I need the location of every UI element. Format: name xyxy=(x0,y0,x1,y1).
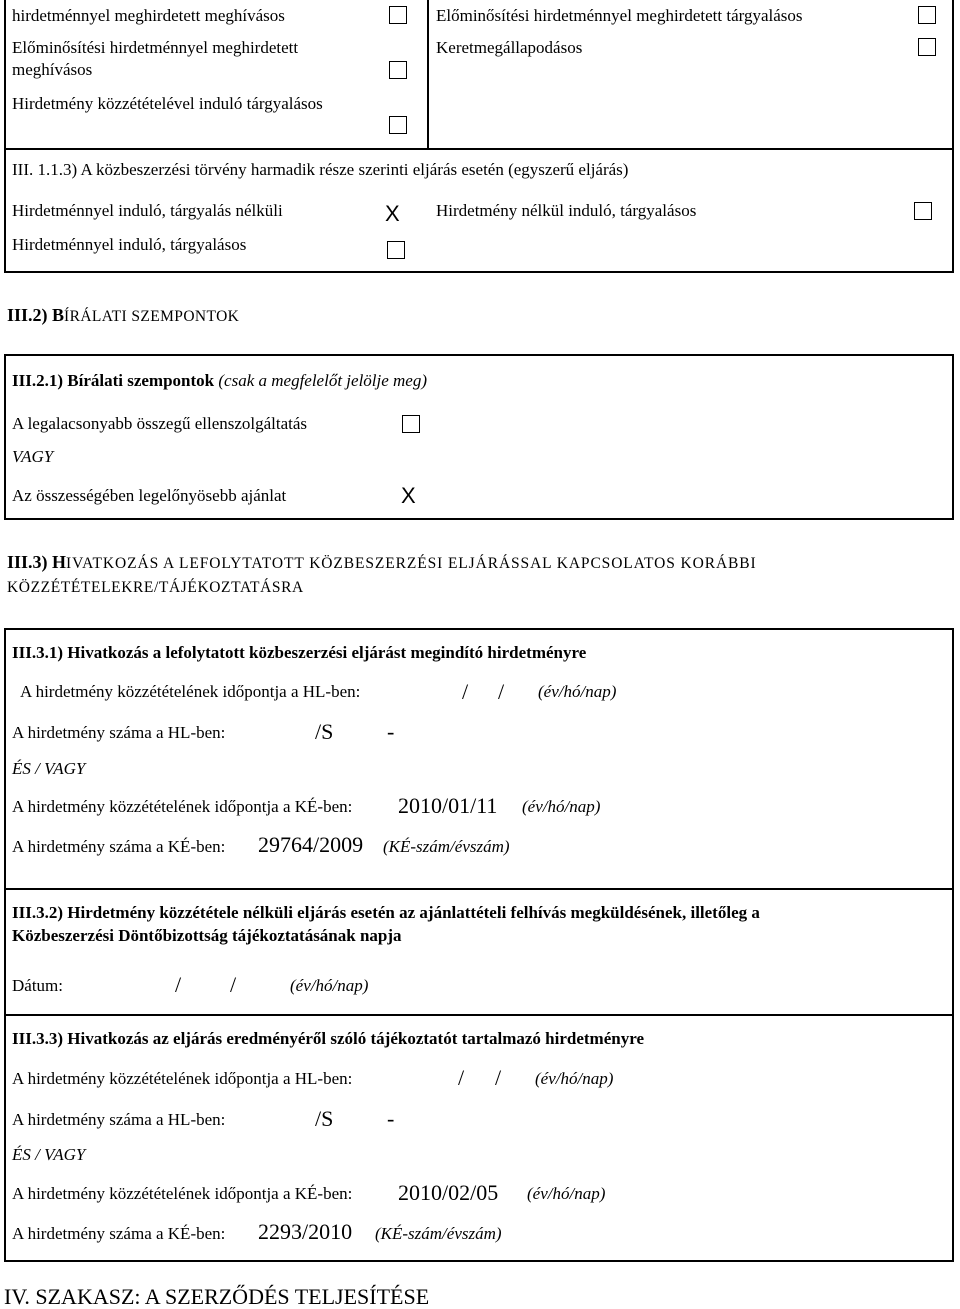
date-separator: / xyxy=(462,679,469,704)
option-label: hirdetménnyel meghirdetett meghívásos xyxy=(12,6,285,25)
checkbox[interactable] xyxy=(387,241,405,259)
field-label: A hirdetmény közzétételének időpontja a HL-ben: xyxy=(20,682,361,701)
section-title: III.2) BÍRÁLATI SZEMPONTOK xyxy=(7,305,240,325)
date-separator: / xyxy=(495,1065,502,1090)
number-separator: /S xyxy=(315,719,334,744)
checkbox[interactable] xyxy=(389,6,407,24)
field-label: A hirdetmény száma a KÉ-ben: xyxy=(12,1224,226,1243)
option-label: meghívásos xyxy=(12,60,93,79)
field-value: 2010/02/05 xyxy=(398,1180,499,1205)
date-separator: / xyxy=(498,679,505,704)
field-label: A hirdetmény száma a HL-ben: xyxy=(12,1110,226,1129)
format-hint: (év/hó/nap) xyxy=(522,797,601,816)
subsection-heading: III.3.2) Hirdetmény közzététele nélküli eljárás esetén az ajánlattételi felhívás megküldésének, illetőleg a xyxy=(12,903,760,922)
number-separator: - xyxy=(387,1106,395,1131)
date-separator: / xyxy=(175,972,182,997)
subsection-heading: III.3.1) Hivatkozás a lefolytatott közbeszerzési eljárást megindító hirdetményre xyxy=(12,643,587,662)
option-label: Előminősítési hirdetménnyel meghirdetett xyxy=(12,38,299,57)
option-label: Az összességében legelőnyösebb ajánlat xyxy=(12,486,287,505)
checkbox[interactable] xyxy=(918,38,936,56)
format-hint: (KÉ-szám/évszám) xyxy=(383,837,510,856)
checked-mark[interactable]: X xyxy=(401,483,416,508)
field-label: Dátum: xyxy=(12,976,63,995)
field-label: A hirdetmény közzétételének időpontja a KÉ-ben: xyxy=(12,797,353,816)
field-label: A hirdetmény közzétételének időpontja a HL-ben: xyxy=(12,1069,353,1088)
format-hint: (év/hó/nap) xyxy=(538,682,617,701)
date-separator: / xyxy=(458,1065,465,1090)
field-value: 2293/2010 xyxy=(258,1219,353,1244)
format-hint: (KÉ-szám/évszám) xyxy=(375,1224,502,1243)
checkbox[interactable] xyxy=(914,202,932,220)
and-or-label: ÉS / VAGY xyxy=(12,1145,86,1164)
checkbox[interactable] xyxy=(402,415,420,433)
format-hint: (év/hó/nap) xyxy=(527,1184,606,1203)
section-title: III.3) HIVATKOZÁS A LEFOLYTATOTT KÖZBESZERZÉSI ELJÁRÁSSAL KAPCSOLATOS KORÁBBI xyxy=(7,552,757,572)
format-hint: (év/hó/nap) xyxy=(290,976,369,995)
option-label: Előminősítési hirdetménnyel meghirdetett tárgyalásos xyxy=(436,6,803,25)
subsection-heading: III.3.3) Hivatkozás az eljárás eredményéről szóló tájékoztatót tartalmazó hirdetményre xyxy=(12,1029,644,1048)
checkbox[interactable] xyxy=(918,6,936,24)
checked-mark[interactable]: X xyxy=(385,201,400,226)
section-title-continued: KÖZZÉTÉTELEKRE/TÁJÉKOZTATÁSRA xyxy=(7,579,304,596)
or-label: VAGY xyxy=(12,447,54,466)
field-label: A hirdetmény közzétételének időpontja a KÉ-ben: xyxy=(12,1184,353,1203)
field-label: A hirdetmény száma a KÉ-ben: xyxy=(12,837,226,856)
subsection-heading-continued: Közbeszerzési Döntőbizottság tájékoztatásának napja xyxy=(12,926,402,945)
checkbox[interactable] xyxy=(389,61,407,79)
option-label: Hirdetménnyel induló, tárgyalás nélküli xyxy=(12,201,283,220)
section-iv-title: IV. SZAKASZ: A SZERZŐDÉS TELJESÍTÉSE xyxy=(4,1284,430,1309)
and-or-label: ÉS / VAGY xyxy=(12,759,86,778)
number-separator: - xyxy=(387,719,395,744)
section-rule xyxy=(4,148,954,150)
option-label: Hirdetmény nélkül induló, tárgyalásos xyxy=(436,201,697,220)
field-value: 2010/01/11 xyxy=(398,793,498,818)
option-label: A legalacsonyabb összegű ellenszolgáltatás xyxy=(12,414,308,433)
option-label: Keretmegállapodásos xyxy=(436,38,583,57)
field-value: 29764/2009 xyxy=(258,832,364,857)
subsection-heading: III. 1.1.3) A közbeszerzési törvény harmadik része szerinti eljárás esetén (egyszerű eljárás) xyxy=(12,160,629,179)
format-hint: (év/hó/nap) xyxy=(535,1069,614,1088)
number-separator: /S xyxy=(315,1106,334,1131)
field-label: A hirdetmény száma a HL-ben: xyxy=(12,723,226,742)
checkbox[interactable] xyxy=(389,116,407,134)
subsection-heading: III.2.1) Bírálati szempontok (csak a megfelelőt jelölje meg) xyxy=(12,371,428,390)
procedure-type-divider xyxy=(427,0,429,150)
option-label: Hirdetmény közzétételével induló tárgyalásos xyxy=(12,94,323,113)
option-label: Hirdetménnyel induló, tárgyalásos xyxy=(12,235,247,254)
date-separator: / xyxy=(230,972,237,997)
